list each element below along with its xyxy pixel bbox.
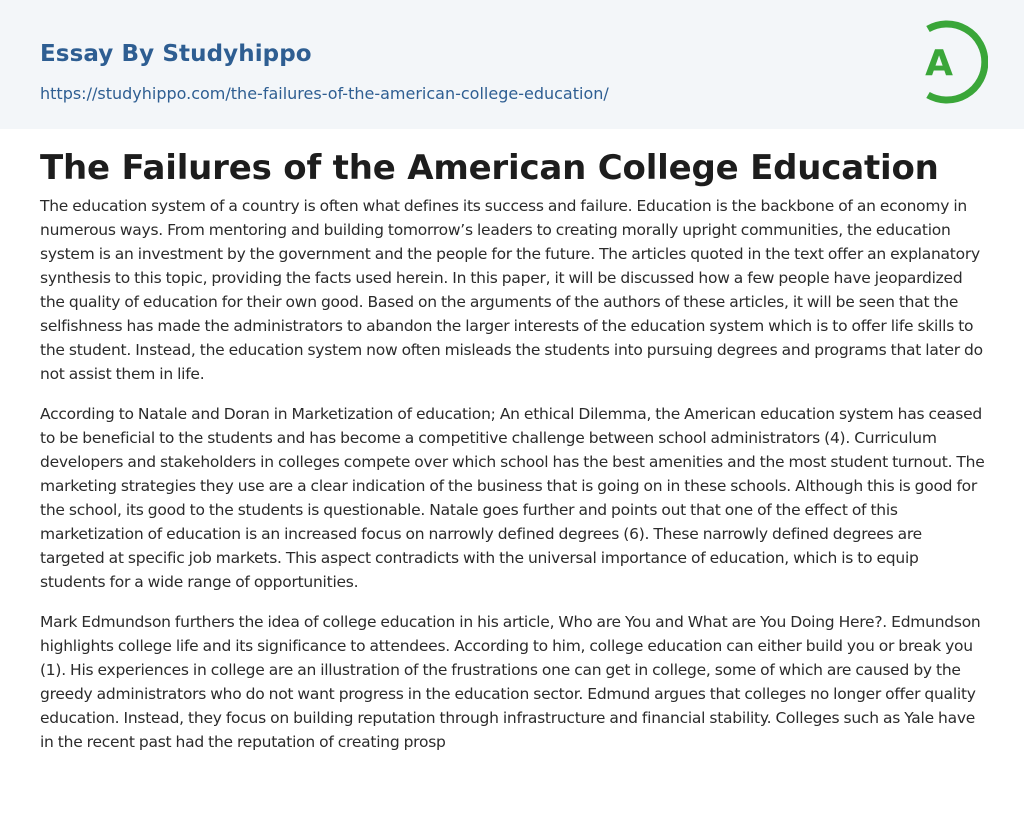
essay-paragraph-1: The education system of a country is often what defines its success and failure. Education is the backbone of an economy in numerous ways. From mentoring and building tomorrow’s leaders to creating morally upright communities, the education system is an investment by the government and the people for the future. The articles quoted in the text offer an explanatory synthesis to this topic, providing the facts used herein. In this paper, it will be discussed how a few people have jeopardized the quality of education for their own good. Based on the arguments of the authors of these articles, it will be seen that the selfishness has made the administrators to abandon the larger interests of the education system which is to offer life skills to the student. Instead, the education system now often misleads the students into pursuing degrees and programs that later do not assist them in life.: [40, 197, 983, 383]
essay-title: The Failures of the American College Education: [40, 148, 939, 188]
studyhippo-a-logo-icon[interactable]: [906, 18, 988, 106]
source-url-link[interactable]: https://studyhippo.com/the-failures-of-the-american-college-education/: [40, 84, 609, 103]
article-content: [40, 142, 988, 770]
essay-paragraph-2: According to Natale and Doran in Marketization of education; An ethical Dilemma, the American education system has ceased to be beneficial to the students and has become a competitive challenge between school administrators (4). Curriculum developers and stakeholders in colleges compete over which school has the best amenities and the most student turnout. The marketing strategies they use are a clear indication of the business that is going on in these schools. Although this is good for the school, its good to the students is questionable. Natale goes further and points out that one of the effect of this marketization of education is an increased focus on narrowly defined degrees (6). These narrowly defined degrees are targeted at specific job markets. This aspect contradicts with the universal importance of education, which is to equip students for a wide range of opportunities.: [40, 405, 985, 591]
brand-title: Essay By Studyhippo: [40, 41, 312, 67]
essay-paragraph-3: Mark Edmundson furthers the idea of college education in his article, Who are You and What are You Doing Here?. Edmundson highlights college life and its significance to attendees. According to him, college education can either build you or break you (1). His experiences in college are an illustration of the frustrations one can get in college, some of which are caused by the greedy administrators who do not want progress in the education sector. Edmund argues that colleges no longer offer quality education. Instead, they focus on building reputation through infrastructure and financial stability. Colleges such as Yale have in the recent past had the reputation of creating prosp: [40, 613, 981, 751]
site-header: [0, 0, 1024, 129]
logo-letter: A: [925, 43, 953, 84]
